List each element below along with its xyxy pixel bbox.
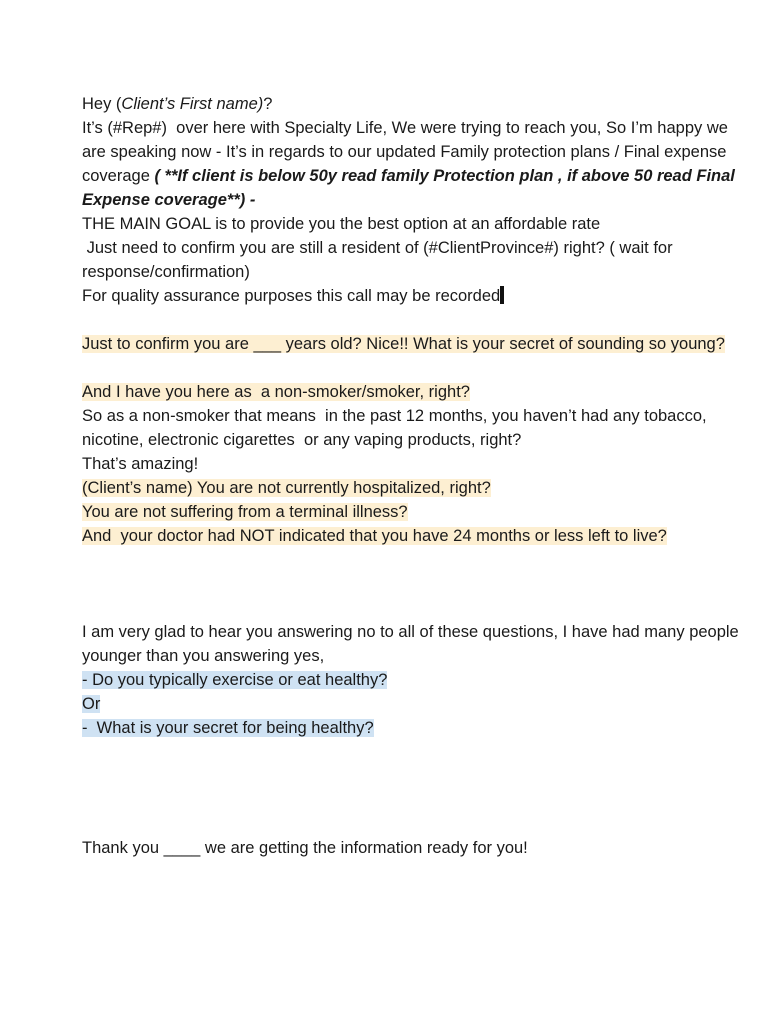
amazing-line: That’s amazing! (82, 455, 199, 473)
recording-line (82, 284, 742, 308)
terminal-question: You are not suffering from a terminal illness? (82, 503, 408, 521)
rep-intro-text: It’s (#Rep#) over here with Specialty Life, We were trying to reach you, So I’m happy we are speaking now - It’s in regards to our updated Family protection plans / Final expense coverage (82, 119, 733, 185)
or-word: Or (82, 695, 101, 713)
closing-line: Thank you ____ we are getting the information ready for you! (82, 839, 528, 857)
exercise-line (82, 668, 742, 692)
province-confirm-line: Just need to confirm you are still a resident of (#ClientProvince#) right? ( wait for response/confirmation) (82, 239, 678, 281)
doctor-line (82, 524, 742, 548)
terminal-line (82, 500, 742, 524)
greeting-line (82, 92, 742, 116)
text-cursor (500, 286, 504, 304)
exercise-question: - Do you typically exercise or eat healthy? (82, 671, 388, 689)
glad-line: I am very glad to hear you answering no to all of these questions, I have had many people younger than you answering yes, (82, 623, 744, 665)
secret-question: - What is your secret for being healthy? (82, 719, 374, 737)
smoker-question: And I have you here as a non-smoker/smoker, right? (82, 383, 470, 401)
doctor-question: And your doctor had NOT indicated that you have 24 months or less left to live? (82, 527, 667, 545)
rep-intro-note: ( **If client is below 50y read family Protection plan , if above 50 read Final Expense coverage**) - (82, 167, 740, 209)
recording-text: For quality assurance purposes this call may be recorded (82, 287, 501, 305)
age-question-line (82, 332, 742, 356)
rep-intro-paragraph (82, 116, 742, 212)
age-question: Just to confirm you are ___ years old? Nice!! What is your secret of sounding so young? (82, 335, 725, 353)
smoker-question-line (82, 380, 742, 404)
greeting-prefix: Hey ( (82, 95, 122, 113)
script-document (82, 92, 742, 860)
hospitalized-line (82, 476, 742, 500)
main-goal-line: THE MAIN GOAL is to provide you the best option at an affordable rate (82, 215, 601, 233)
smoker-explain-line: So as a non-smoker that means in the past 12 months, you haven’t had any tobacco, nicotine, electronic cigarettes or any vaping products, right? (82, 407, 712, 449)
hospitalized-question: (Client’s name) You are not currently hospitalized, right? (82, 479, 491, 497)
or-line (82, 692, 742, 716)
greeting-suffix: ? (263, 95, 273, 113)
secret-line (82, 716, 742, 740)
greeting-name: Client’s First name) (121, 95, 264, 113)
